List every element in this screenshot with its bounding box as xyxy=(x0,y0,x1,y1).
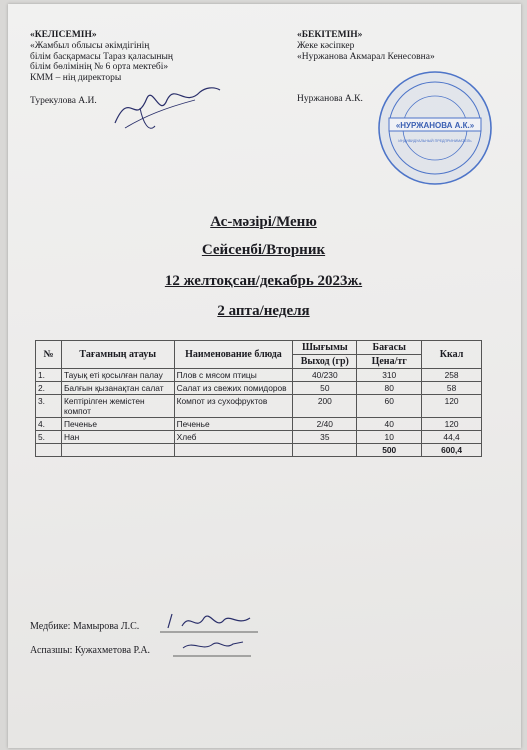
header-name-ru: Наименование блюда xyxy=(174,341,293,369)
stamp-sub: ИНДИВИДУАЛЬНЫЙ ПРЕДПРИНИМАТЕЛЬ xyxy=(398,139,472,143)
row-price: 80 xyxy=(357,382,422,395)
row-num: 3. xyxy=(36,395,62,418)
row-price: 310 xyxy=(357,369,422,382)
nurse-signature xyxy=(160,610,260,636)
row-kcal: 58 xyxy=(422,382,482,395)
row-kcal: 258 xyxy=(422,369,482,382)
org-line-2: білім басқармасы Тараз қаласының xyxy=(30,51,173,62)
row-name-ru: Салат из свежих помидоров xyxy=(174,382,293,395)
row-num: 1. xyxy=(36,369,62,382)
row-price: 60 xyxy=(357,395,422,418)
row-yield: 50 xyxy=(293,382,357,395)
org-line-3: білім бөлімінің № 6 орта мектебі» xyxy=(30,62,169,73)
header-price-ru: Цена/тг xyxy=(357,355,422,369)
menu-title xyxy=(0,214,527,231)
week-title xyxy=(0,303,527,320)
nurse-label: Медбике: Мамырова Л.С. xyxy=(30,621,140,632)
right-signer: Нуржанова А.К. xyxy=(297,94,363,105)
row-num: 5. xyxy=(36,431,62,444)
row-price: 10 xyxy=(357,431,422,444)
row-kcal: 120 xyxy=(422,418,482,431)
nurse-line xyxy=(30,621,139,632)
menu-title-text: Ас-мәзірі/Меню xyxy=(210,214,317,230)
day-title-text: Сейсенбі/Вторник xyxy=(201,242,326,258)
header-yield-kz: Шығымы xyxy=(293,341,357,355)
agreed-title: «КЕЛІСЕМІН» xyxy=(30,30,97,40)
approved-title: «БЕКІТЕМІН» xyxy=(297,30,363,40)
row-yield: 200 xyxy=(293,395,357,418)
table-row xyxy=(36,382,482,395)
header-num: № xyxy=(36,341,62,369)
date-title xyxy=(0,273,527,290)
table-row xyxy=(36,395,482,418)
total-kcal: 600,4 xyxy=(422,444,482,457)
header-kcal: Ккал xyxy=(422,341,482,369)
director-signature xyxy=(105,78,225,138)
row-num: 2. xyxy=(36,382,62,395)
row-name-ru: Компот из сухофруктов xyxy=(174,395,293,418)
row-name-kz: Тауық еті қосылған палау xyxy=(61,369,174,382)
cook-signature xyxy=(173,636,253,660)
row-yield: 35 xyxy=(293,431,357,444)
header-name-kz: Тағамның атауы xyxy=(61,341,174,369)
header-yield-ru: Выход (гр) xyxy=(293,355,357,369)
row-yield: 40/230 xyxy=(293,369,357,382)
row-kcal: 44,4 xyxy=(422,431,482,444)
table-header-row xyxy=(36,341,482,355)
row-price: 40 xyxy=(357,418,422,431)
menu-table xyxy=(35,340,482,457)
row-name-kz: Балғын қызанақтан салат xyxy=(61,382,174,395)
entrepreneur-name: «Нуржанова Акмарал Кенесовна» xyxy=(297,51,435,62)
row-name-ru: Печенье xyxy=(174,418,293,431)
day-title xyxy=(0,242,527,259)
row-num: 4. xyxy=(36,418,62,431)
left-signer: Турекулова А.И. xyxy=(30,95,97,106)
total-price: 500 xyxy=(357,444,422,457)
row-name-kz: Печенье xyxy=(61,418,174,431)
stamp-name: «НУРЖАНОВА А.К.» xyxy=(395,121,475,130)
week-title-text: 2 апта/неделя xyxy=(217,303,310,319)
date-title-text: 12 желтоқсан/декабрь 2023ж. xyxy=(164,273,363,289)
row-name-kz: Кептірілген жемістен компот xyxy=(61,395,174,418)
org-line-1: «Жамбыл облысы әкімдігінің xyxy=(30,40,150,51)
table-row xyxy=(36,418,482,431)
total-row xyxy=(36,444,482,457)
row-name-kz: Нан xyxy=(61,431,174,444)
table-row xyxy=(36,369,482,382)
round-stamp-icon xyxy=(375,68,495,188)
header-price-kz: Бағасы xyxy=(357,341,422,355)
row-name-ru: Хлеб xyxy=(174,431,293,444)
row-yield: 2/40 xyxy=(293,418,357,431)
row-name-ru: Плов с мясом птицы xyxy=(174,369,293,382)
row-kcal: 120 xyxy=(422,395,482,418)
entrepreneur-line: Жеке кәсіпкер xyxy=(297,40,355,51)
org-line-4: КММ – нің директоры xyxy=(30,73,122,84)
table-row xyxy=(36,431,482,444)
cook-line xyxy=(30,645,150,656)
cook-label: Аспазшы: Кужахметова Р.А. xyxy=(30,645,151,656)
